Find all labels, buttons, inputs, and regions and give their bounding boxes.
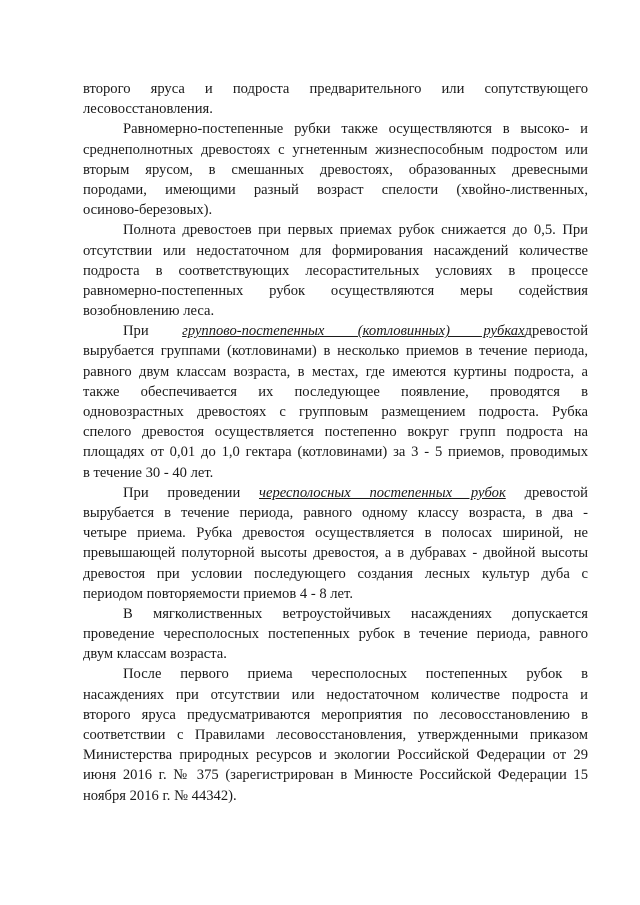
text-line: вырубается в течение периода, равного одному классу возраста, в два - <box>83 504 588 521</box>
document-page <box>83 79 588 806</box>
text-line: равного двум классам возраста, в местах, где имеются куртины подроста, а <box>83 363 588 380</box>
text-line <box>83 483 588 503</box>
paragraph <box>83 220 588 321</box>
text-line: проведение чересполосных постепенных рубок в течение периода, равного <box>83 626 588 643</box>
paragraph <box>83 664 588 805</box>
line-text: древостой <box>505 484 588 501</box>
text-line: Министерства природных ресурсов и экологии Российской Федерации от 29 <box>83 747 588 764</box>
text-line: превышающей полуторной высоты древостоя, а в дубравах - двойной высоты <box>83 545 588 562</box>
text-line: насаждениях при отсутствии или недостаточном количестве подроста и <box>83 686 588 703</box>
text-line: площадях от 0,01 до 1,0 гектара (котловинами) за 3 - 5 приемов, проводимых <box>83 444 588 461</box>
paragraph <box>83 483 588 604</box>
text-line: также обеспечивается их последующее появление, проводятся в <box>83 383 588 400</box>
text-line: породами, имеющими разный возраст спелости (хвойно-лиственных, <box>83 181 588 198</box>
text-line: соответствии с Правилами лесовосстановления, утвержденными приказом <box>83 727 588 743</box>
paragraph <box>83 119 588 220</box>
text-line: После первого приема чересполосных постепенных рубок в <box>123 666 588 683</box>
paragraph <box>83 604 588 665</box>
text-line: осиново-березовых). <box>83 202 213 219</box>
text-line: периодом повторяемости приемов 4 - 8 лет. <box>83 585 353 602</box>
text-line: вырубается группами (котловинами) в несколько приемов в течение периода, <box>83 343 588 360</box>
text-line: четыре приема. Рубка древостоя осуществляется в полосах шириной, не <box>83 525 588 542</box>
text-line: среднеполнотных древостоях с угнетенным жизнеспособным подростом или <box>83 141 588 158</box>
text-line: в течение 30 - 40 лет. <box>83 464 214 481</box>
text-line: второго яруса и подроста предварительного или сопутствующего <box>83 81 588 97</box>
text-line: второго яруса предусматриваются мероприятия по лесовосстановлению в <box>83 706 588 723</box>
text-line: июня 2016 г. № 375 (зарегистрирован в Минюсте Российской Федерации 15 <box>83 767 588 784</box>
text-line: лесовосстановления. <box>83 101 213 118</box>
paragraph <box>83 79 588 119</box>
text-line <box>83 321 588 341</box>
text-line: одновозрастных древостоях с групповым размещением подроста. Рубка <box>83 404 588 420</box>
line-text: древостой <box>524 323 588 340</box>
text-line: древостоя при условии последующего создания лесных культур дуба с <box>83 565 588 582</box>
text-line: спелого древостоя осуществляется постепенно вокруг групп подроста на <box>83 424 588 441</box>
text-line: ноября 2016 г. № 44342). <box>83 787 237 804</box>
line-text: При <box>123 323 183 340</box>
emphasized-term: чересполосных постепенных рубок <box>259 484 506 501</box>
text-line: подроста в соответствующих лесорастительных условиях в процессе <box>83 262 588 279</box>
paragraph <box>83 321 588 483</box>
text-line: Равномерно-постепенные рубки также осуществляются в высоко- и <box>123 121 588 138</box>
text-line: В мягколиственных ветроустойчивых насаждениях допускается <box>123 605 588 622</box>
text-line: возобновлению леса. <box>83 303 215 320</box>
text-line: отсутствии или недостаточном для формирования насаждений количестве <box>83 242 588 259</box>
text-line: Полнота древостоев при первых приемах рубок снижается до 0,5. При <box>123 222 588 239</box>
emphasized-term: группово-постепенных (котловинных) рубках <box>182 323 525 340</box>
text-line: вторым ярусом, в смешанных древостоях, образованных древесными <box>83 161 588 178</box>
line-text: При проведении <box>123 484 260 501</box>
text-line: двум классам возраста. <box>83 646 227 663</box>
text-line: равномерно-постепенных рубок осуществляются меры содействия <box>83 282 588 299</box>
